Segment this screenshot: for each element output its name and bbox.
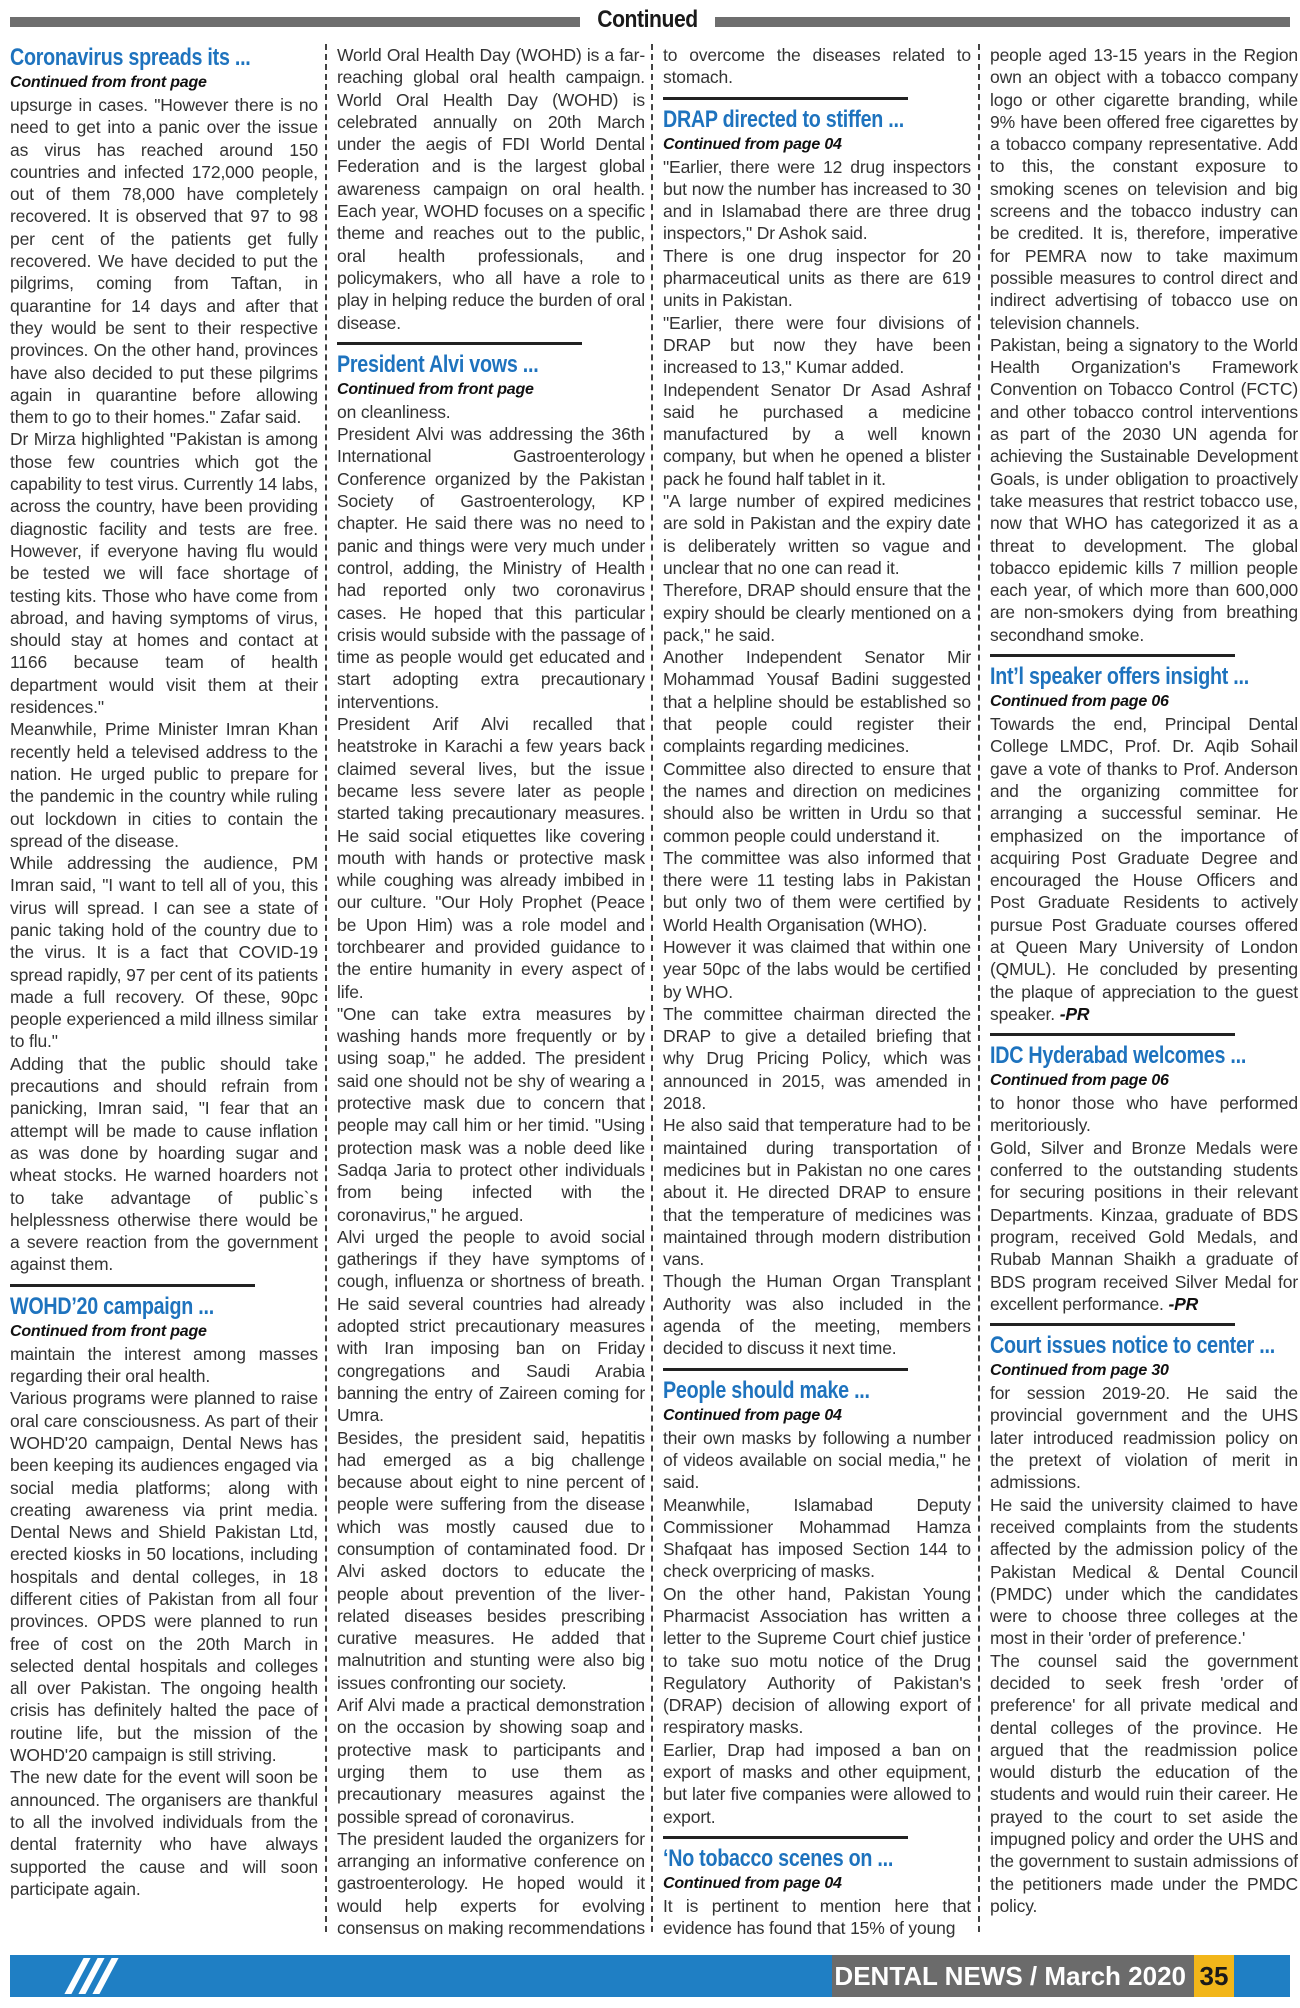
article-paragraph: [337, 44, 645, 334]
article-paragraph: [663, 1427, 971, 1494]
page-footer: [10, 1955, 1290, 1997]
article-divider: [990, 1323, 1235, 1326]
continued-from-line: Continued from page 04: [663, 1874, 842, 1892]
paragraph-text: The committee chairman directed the DRAP to give a detailed briefing that why Drug Pricing Policy, which was announced in 2015, was amended in 2018.: [663, 1003, 971, 1114]
paragraph-text: World Oral Health Day (WOHD) is a far-reaching global oral health campaign. World Oral Health Day (WOHD) is celebrated annually on 20th March under the aegis of FDI World Dental Federation and is the largest global awareness campaign on oral health. Each year, WOHD focuses on a specific theme and reaches out to the public, oral health professionals, and policymakers, who all have a role to play in helping reduce the burden of oral disease.: [337, 45, 645, 333]
article-paragraph: [663, 245, 971, 312]
article-divider: [663, 1836, 908, 1839]
article-headline: ‘No tobacco scenes on ...: [663, 1844, 894, 1872]
article-paragraph: [10, 94, 318, 428]
article-paragraph: [337, 713, 645, 1003]
continued-from-line: Continued from page 06: [990, 1072, 1169, 1090]
article: [990, 1033, 1298, 1315]
paragraph-text: Towards the end, Principal Dental College LMDC, Prof. Dr. Aqib Sohail gave a vote of thanks to Prof. Anderson and the organizing committee for arranging a successful seminar. He emphasized on the importance of acquiring Post Graduate Degree and encouraged the House Officers and Post Graduate Residents to actively pursue Post Graduate courses offered at Queen Mary University of London (QMUL). He concluded by presenting the plaque of appreciation to the guest speaker.: [990, 714, 1298, 1024]
paragraph-text: to overcome the diseases related to stomach.: [663, 45, 971, 88]
publication-title: DENTAL NEWS / March 2020: [832, 1955, 1194, 1997]
footer-band-end: [1234, 1955, 1290, 1997]
article-paragraph: [663, 758, 971, 847]
paragraph-text: maintain the interest among masses regarding their oral health.: [10, 1343, 318, 1387]
article-paragraph: [663, 936, 971, 1003]
paragraph-text: Though the Human Organ Transplant Authority was also included in the agenda of the meeting, members decided to discuss it next time.: [663, 1271, 971, 1359]
article-paragraph: [10, 1343, 318, 1388]
paragraph-text: "A large number of expired medicines are sold in Pakistan and the expiry date is deliberately written so vague and unclear that no one can read it.: [663, 491, 971, 578]
article-paragraph: [990, 713, 1298, 1025]
article: [337, 342, 645, 1939]
paragraph-text: It is pertinent to mention here that evidence has found that 15% of young: [663, 1895, 971, 1939]
article-paragraph: [990, 1382, 1298, 1493]
paragraph-text: However it was claimed that within one year 50pc of the labs would be certified by WHO.: [663, 936, 971, 1002]
article: [990, 654, 1298, 1025]
article-paragraph: [990, 1092, 1298, 1137]
article-paragraph: [663, 312, 971, 379]
paragraph-text: President Arif Alvi recalled that heatstroke in Karachi a few years back claimed several lives, but the issue became less severe later as people started taking precautionary measures. He said social etiquettes like covering mouth with hands or protective mask while coughing was already imbibed in our culture. "Our Holy Prophet (Peace be Upon Him) was a role model and torchbearer and provided guidance to the entire humanity in every aspect of life.: [337, 714, 645, 1002]
continued-from-line: Continued from page 30: [990, 1362, 1169, 1380]
article-paragraph: [663, 646, 971, 757]
article-paragraph: [10, 1387, 318, 1766]
article-paragraph: [337, 1694, 645, 1828]
paragraph-text: President Alvi was addressing the 36th International Gastroenterology Conference organized by the Pakistan Society of Gastroenterology, KP chapter. He said there was no need to panic and things were very much under control, adding, the Ministry of Health had reported only two coronavirus cases. He hoped that this particular crisis would subside with the passage of time as people would get educated and start adopting extra precautionary interventions.: [337, 424, 645, 712]
paragraph-text: on cleanliness.: [337, 401, 451, 422]
article-paragraph: [663, 847, 971, 936]
article-paragraph: [990, 1494, 1298, 1650]
article-paragraph: [10, 1053, 318, 1276]
paragraph-text: their own masks by following a number of videos available on social media," he said.: [663, 1427, 971, 1493]
paragraph-text: "One can take extra measures by washing hands more frequently or by using soap," he added. The president said one should not be shy of wearing a protective mask due to concern that people may call him or her timid. "Using protection mask was a noble deed like Sadqa Jaria to protect other individuals from being infected with the coronavirus," he argued.: [337, 1003, 645, 1225]
paragraph-text: "Earlier, there were 12 drug inspectors but now the number has increased to 30 and in Islamabad there are three drug inspectors," Dr Ashok said.: [663, 156, 971, 244]
column-4: [990, 44, 1298, 1944]
paragraph-text: Meanwhile, Islamabad Deputy Commissioner Mohammad Hamza Shafqaat has imposed Section 144 to check overpricing of masks.: [663, 1494, 971, 1582]
article-paragraph: [663, 1583, 971, 1739]
article-divider: [663, 1368, 908, 1371]
article-paragraph: [10, 718, 318, 852]
press-release-signature: -PR: [1168, 1293, 1199, 1314]
paragraph-text: Dr Mirza highlighted "Pakistan is among those few countries which got the capability to test virus. Currently 14 labs, across the country, have been providing diagnostic facility and tests are free. However, if everyone having flu would be tested we will face shortage of testing kits. Those who have come from abroad, and having symptoms of virus, should stay at homes and contact at 1166 because team of health department would visit them at their residences.": [10, 429, 318, 718]
continued-from-line: Continued from page 04: [663, 135, 842, 153]
header-rule-left: [10, 17, 580, 27]
paragraph-text: Meanwhile, Prime Minister Imran Khan recently held a televised address to the nation. He urged public to prepare for the pandemic in the country while ruling out lockdown in cities to contain the spread of the disease.: [10, 719, 318, 851]
article-divider: [990, 654, 1235, 657]
paragraph-text: Adding that the public should take precautions and should refrain from panicking, Imran said, "I fear that an attempt will be made to cause inflation as was done by hoarding sugar and wheat stocks. He warned hoarders not to take advantage of public`s helplessness otherwise there would be a severe reaction from the government against them.: [10, 1053, 318, 1275]
article-divider: [990, 1033, 1235, 1036]
article-paragraph: [10, 852, 318, 1053]
paragraph-text: Besides, the president said, hepatitis had emerged as a big challenge because about eight to nine percent of people were suffering from the disease which was mostly caused due to consumption of contaminated food. Dr Alvi asked doctors to educate the people about prevention of the liver-related diseases besides prescribing curative measures. He added that malnutrition and stunting were also big issues confronting our society.: [337, 1427, 645, 1693]
article-paragraph: [663, 1895, 971, 1940]
paragraph-text: Arif Alvi made a practical demonstration on the occasion by showing soap and protective mask to participants and urging them to use them as precautionary measures against the possible spread of coronavirus.: [337, 1695, 645, 1827]
article-paragraph: [663, 1494, 971, 1583]
continued-from-line: Continued from front page: [337, 380, 534, 398]
section-header: [10, 6, 1290, 34]
article: [663, 97, 971, 1360]
article: [663, 1368, 971, 1828]
article-paragraph: [337, 1828, 645, 1939]
article-paragraph: [663, 379, 971, 490]
article-divider: [663, 97, 908, 100]
paragraph-text: While addressing the audience, PM Imran said, "I want to tell all of you, this virus will spread. I can see a state of panic taking hold of the country due to the virus. It is a fact that COVID-19 spread rapidly, 97 per cent of its patients made a full recovery. Of these, 90pc people experienced a mild illness similar to flu.": [10, 853, 318, 1052]
column-3: [663, 44, 971, 1944]
paragraph-text: Therefore, DRAP should ensure that the expiry should be clearly mentioned on a pack," he said.: [663, 580, 971, 645]
article: [990, 1323, 1298, 1917]
article-divider: [337, 342, 582, 345]
page-number: 35: [1194, 1955, 1234, 1997]
continued-from-line: Continued from page 06: [990, 693, 1169, 711]
paragraph-text: The president lauded the organizers for arranging an informative conference on gastroenterology. He hoped would it would help experts for evolving consensus on making recommendations: [337, 1828, 645, 1939]
article-paragraph: [337, 1226, 645, 1427]
article: [663, 1836, 971, 1940]
paragraph-text: On the other hand, Pakistan Young Pharmacist Association has written a letter to the Supreme Court chief justice to take suo motu notice of the Drug Regulatory Authority of Pakistan's (DRAP) decision of allowing export of respiratory masks.: [663, 1583, 971, 1738]
article-paragraph: [990, 334, 1298, 646]
article: [337, 44, 645, 334]
paragraph-text: Pakistan, being a signatory to the World Health Organization's Framework Convention on Tobacco Control (FCTC) and other tobacco control interventions as part of the 2030 UN agenda for achieving the Sustainable Development Goals, is under obligation to proactively take measures that restrict tobacco use, now that WHO has categorized it as a threat to development. The global tobacco epidemic kills 7 million people each year, of which more than 600,000 are non-smokers dying from breathing secondhand smoke.: [990, 334, 1298, 645]
article-paragraph: [337, 401, 645, 423]
paragraph-text: "Earlier, there were four divisions of DRAP but now they have been increased to 13," Kumar added.: [663, 312, 971, 378]
paragraph-text: He also said that temperature had to be maintained during transportation of medicines but in Pakistan no one cares about it. He directed DRAP to ensure that the temperature of medicines was maintained through modern distribution vans.: [663, 1115, 971, 1270]
paragraph-text: people aged 13-15 years in the Region own an object with a tobacco company logo or other cigarette branding, while 9% have been offered free cigarettes by a tobacco company representative. Add to this, the constant exposure to smoking scenes on television and big screens and the tobacco industry can be credited. It is, therefore, imperative for PEMRA now to take maximum possible measures to control direct and indirect advertising of tobacco use on television channels.: [990, 45, 1298, 333]
article-paragraph: [663, 1114, 971, 1270]
column-2: [337, 44, 645, 1944]
continued-from-line: Continued from front page: [10, 1322, 207, 1340]
footer-band: [10, 1955, 832, 1997]
section-label: Continued: [597, 6, 698, 33]
header-rule-right: [715, 17, 1290, 27]
article: [10, 1284, 318, 1900]
article-paragraph: [337, 1003, 645, 1226]
article-headline: WOHD’20 campaign ...: [10, 1292, 214, 1320]
continued-from-line: Continued from page 04: [663, 1406, 842, 1424]
article-headline: DRAP directed to stiffen ...: [663, 105, 904, 133]
article-headline: President Alvi vows ...: [337, 350, 539, 378]
press-release-signature: -PR: [1059, 1003, 1090, 1024]
article-paragraph: [10, 428, 318, 718]
article-paragraph: [663, 1003, 971, 1114]
paragraph-text: for session 2019-20. He said the provincial government and the UHS later introduced readmission policy on the pretext of violation of merit in admissions.: [990, 1383, 1298, 1493]
article-headline: Int’l speaker offers insight ...: [990, 663, 1249, 691]
article-paragraph: [663, 490, 971, 579]
paragraph-text: Committee also directed to ensure that the names and direction on medicines should also be written in Urdu so that common people could understand it.: [663, 758, 971, 846]
paragraph-text: There is one drug inspector for 20 pharmaceutical units as there are 619 units in Pakistan.: [663, 245, 971, 311]
paragraph-text: upsurge in cases. "However there is no need to get into a panic over the issue as virus has reached around 150 countries and infected 172,000 people, out of them 78,000 have completely recovered. It is observed that 97 to 98 per cent of the patients get fully recovered. We have decided to put the pilgrims, coming from Taftan, in quarantine for 14 days and after that they would be sent to their respective provinces. On the other hand, provinces have also decided to put these pilgrims again in quarantine before allowing them to go to their homes." Zafar said.: [10, 95, 318, 428]
article-paragraph: [663, 579, 971, 646]
article-paragraph: [990, 44, 1298, 334]
article-paragraph: [663, 44, 971, 89]
paragraph-text: Various programs were planned to raise oral care consciousness. As part of their WOHD'20 campaign, Dental News has been keeping its audiences engaged via social media platforms; along with creating awareness via print media. Dental News and Shield Pakistan Ltd, erected kiosks in 50 locations, including hospitals and dental colleges, in 18 different cities of Pakistan from all four provinces. OPDS were planned to run free of cost on the 20th March in selected dental hospitals and colleges all over Pakistan. The ongoing health crisis has definitely halted the pace of routine life, but the mission of the WOHD'20 campaign is still striving.: [10, 1388, 318, 1766]
paragraph-text: to honor those who have performed meritoriously.: [990, 1093, 1298, 1136]
paragraph-text: Another Independent Senator Mir Mohammad Yousaf Badini suggested that a helpline should be established so that people could register their complaints regarding medicines.: [663, 647, 971, 757]
column-1: [10, 44, 318, 1944]
paragraph-text: The new date for the event will soon be announced. The organisers are thankful to all the involved individuals from the dental fraternity who have always supported the cause and will soon participate again.: [10, 1767, 318, 1899]
article-headline: Court issues notice to center ...: [990, 1332, 1275, 1360]
article-paragraph: [337, 423, 645, 713]
article-paragraph: [990, 1650, 1298, 1918]
article-columns: [0, 44, 1300, 1944]
article: [10, 44, 318, 1276]
article-paragraph: [337, 1427, 645, 1695]
article-paragraph: [663, 1739, 971, 1828]
paragraph-text: The committee was also informed that there were 11 testing labs in Pakistan but only two of them were certified by World Health Organisation (WHO).: [663, 847, 971, 935]
article-paragraph: [990, 1137, 1298, 1315]
footer-stripes-decoration: [70, 1955, 130, 1997]
article-headline: IDC Hyderabad welcomes ...: [990, 1042, 1247, 1070]
article-headline: People should make ...: [663, 1376, 870, 1404]
paragraph-text: The counsel said the government decided to seek fresh 'order of preference' for all private medical and dental colleges of the province. He argued that the readmission police would disturb the education of the students and would ruin their career. He prayed to the court to set aside the impugned policy and order the UHS and the government to sustain admissions of the petitioners made under the PMDC policy.: [990, 1650, 1298, 1916]
article-paragraph: [663, 1270, 971, 1359]
paragraph-text: Alvi urged the people to avoid social gatherings if they have symptoms of cough, influenza or shortness of breath. He said several countries had already adopted strict precautionary measures with Iran imposing ban on Friday congregations and Saudi Arabia banning the entry of Zaireen coming for Umra.: [337, 1226, 645, 1426]
article-paragraph: [663, 156, 971, 245]
paragraph-text: Gold, Silver and Bronze Medals were conferred to the outstanding students for securing positions in their relevant Departments. Kinzaa, graduate of BDS program, received Gold Medals, and Rubab Mannan Shaikh a graduate of BDS program received Silver Medal for excellent performance.: [990, 1137, 1298, 1314]
continued-from-line: Continued from front page: [10, 74, 207, 91]
paragraph-text: Earlier, Drap had imposed a ban on export of masks and other equipment, but later five companies were allowed to export.: [663, 1739, 971, 1827]
article-headline: Coronavirus spreads its ...: [10, 44, 251, 71]
article: [990, 44, 1298, 646]
article: [663, 44, 971, 89]
paragraph-text: He said the university claimed to have received complaints from the students affected by the admission policy of the Pakistan Medical & Dental Council (PMDC) under which the candidates were to choose three colleges at the most in their 'order of preference.': [990, 1494, 1298, 1649]
paragraph-text: Independent Senator Dr Asad Ashraf said he purchased a medicine manufactured by a well known company, but when he opened a blister pack he found half tablet in it.: [663, 379, 971, 489]
article-divider: [10, 1284, 255, 1287]
article-paragraph: [10, 1766, 318, 1900]
